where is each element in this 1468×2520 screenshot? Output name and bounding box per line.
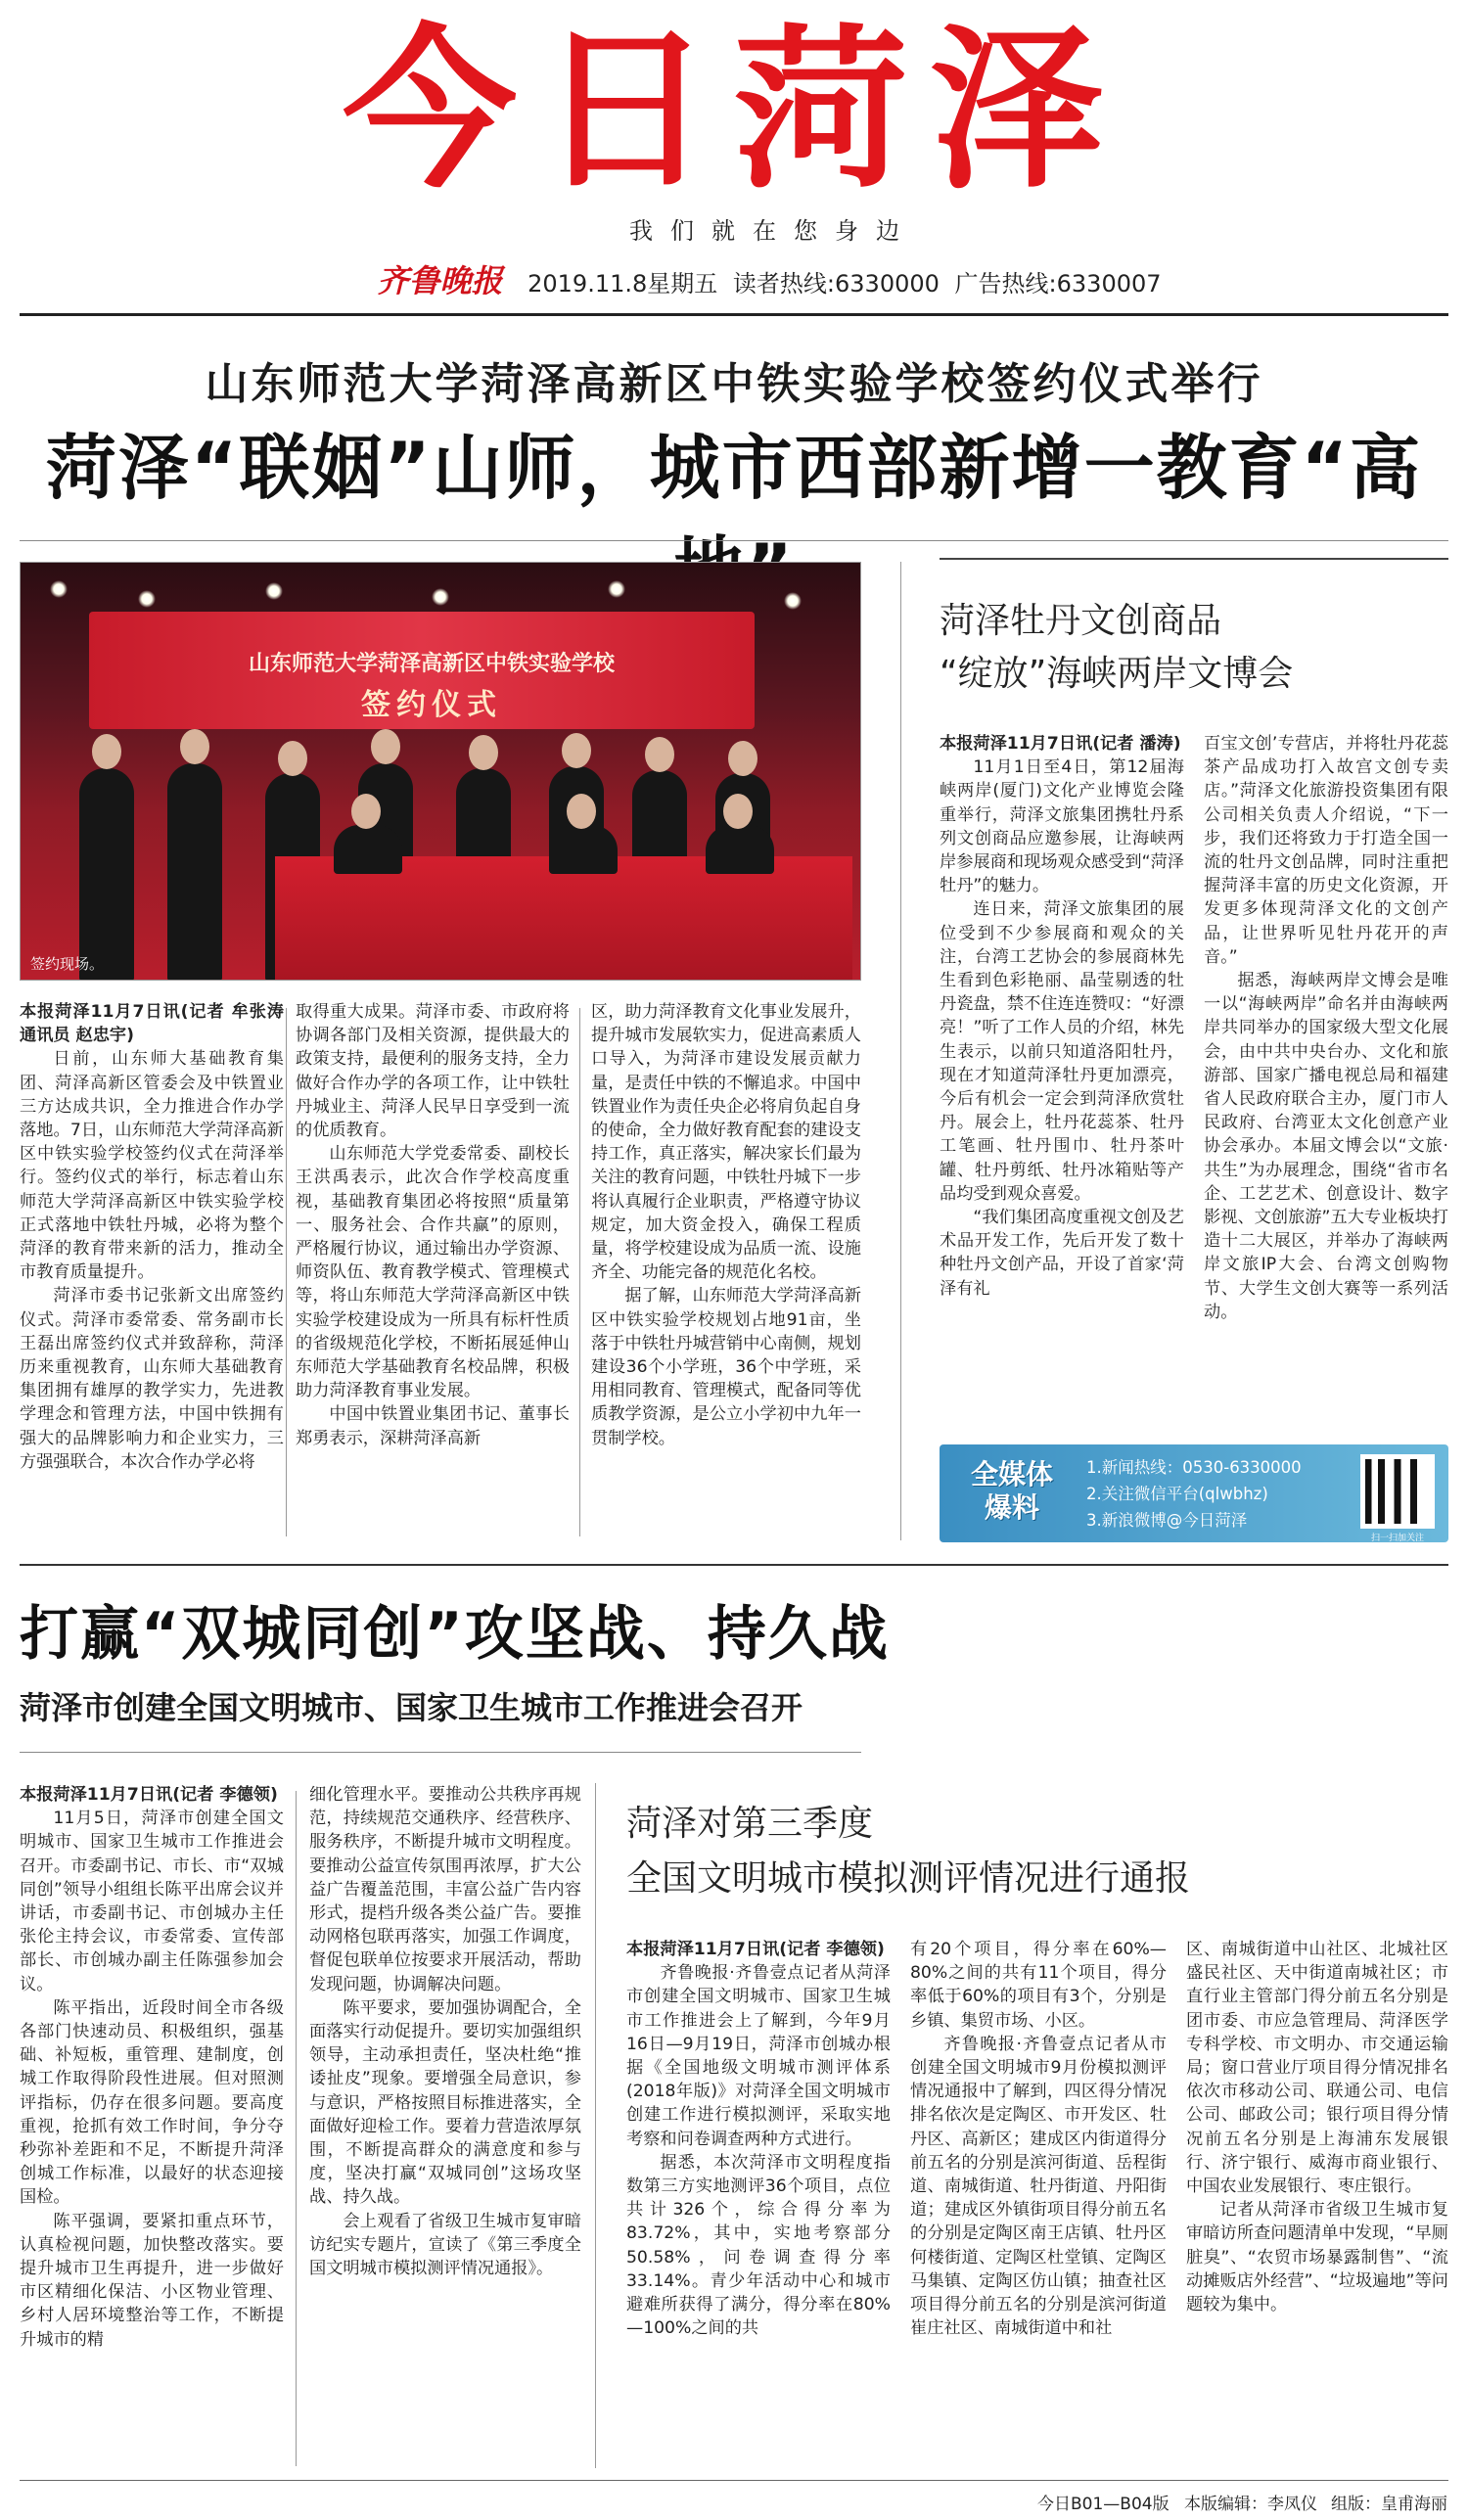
story3-paragraph: 陈平要求，要加强协调配合，全面落实行动促提升。要切实加强组织领导，主动承担责任，坚决杜绝“推诿扯皮”现象。要增强全局意识，参与意识，严格按照目标推进落实，全面做好迎检工作。要着力营造浓厚氛围，不断提高群众的满意度和参与度，坚决打赢“双城同创”这场攻坚战、持久战。 [309,1997,581,2208]
footer [0,2486,1468,2515]
stage-light [432,588,449,606]
signing-ceremony-photo [20,562,861,981]
person-head [92,734,121,769]
photo-banner-subtitle: 签约仪式 [361,688,502,722]
story3-headline: 打赢“双城同创”攻坚战、持久战 [20,1600,890,1669]
seated-signer [549,825,618,874]
story2-column-1 [940,732,1184,1425]
story3-paragraph: 陈平指出，近段时间全市各级各部门快速动员、积极组织，强基础、补短板，重管理、建制度，创城工作取得阶段性进展。但对照测评指标，仍存在很多问题。要高度重视，抢抓有效工作时间，争分夺秒弥补差距和不足，不断提升菏泽创城工作标准，以最好的状态迎接国检。 [20,1997,284,2208]
person-figure [167,763,222,981]
story1-kicker: 山东师范大学菏泽高新区中铁实验学校签约仪式举行 [205,359,1263,409]
footer-rule [20,2480,1448,2481]
story3-paragraph: 会上观看了省级卫生城市复审暗访纪实专题片，宣读了《第三季度全国文明城市模拟测评情况通报》。 [309,2211,581,2279]
story4-paragraph: 有20个项目，得分率在60%—80%之间的共有11个项目，得分率低于60%的项目有3个，分别是乡镇、集贸市场、小区。 [910,1940,1167,2031]
story4-column-3 [1186,1938,1448,2471]
media-badge [951,1458,1073,1529]
editor-credit: 本版编辑：李凤仪 [1184,2495,1317,2514]
media-badge-line: 全媒体 [970,1458,1053,1490]
column-divider [579,1008,580,1536]
person-head [728,741,757,776]
story3-column-1 [20,1783,284,2468]
story3-byline: 本报菏泽11月7日讯(记者 李德领) [20,1785,278,1805]
person-head [723,794,753,829]
masthead-title: 今日菏泽 [343,9,1125,211]
person-head [351,794,381,829]
story3-paragraph: 细化管理水平。要推动公共秩序再规范，持续规范交通秩序、经营秩序、服务秩序，不断提升城市文明程度。要推动公益宣传氛围再浓厚，扩大公益广告覆盖范围，丰富公益广告内容形式，提档升级各类公益广告。要推动网格包联再落实，加强工作调度，督促包联单位按要求开展活动，帮助发现问题，协调解决问题。 [309,1785,581,1994]
story1-paragraph: 日前，山东师大基础教育集团、菏泽高新区管委会及中铁置业三方达成共识，全力推进合作办学落地。7日，山东师范大学菏泽高新区中铁实验学校签约仪式在菏泽举行。签约仪式的举行，标志着山东师范大学菏泽高新区中铁实验学校正式落地中铁牡丹城，必将为整个菏泽的教育带来新的活力，推动全市教育质量提升。 [20,1049,284,1283]
person-head [180,729,209,764]
masthead-slogan: 我们就在您身边 [629,217,917,245]
media-badge-line: 爆料 [984,1491,1039,1524]
story2-paragraph: “我们集团高度重视文创及艺术品开发工作，先后开发了数十种牡丹文创产品，开设了首家‘菏泽有礼 [940,1208,1184,1299]
story4-paragraph: 区、南城街道中山社区、北城社区盛民社区、天中街道南城社区；市直行业主管部门得分前五名分别是团市委、市应急管理局、菏泽医学专科学校、市文明办、市交通运输局；窗口营业厅项目得分情况排名依次市移动公司、联通公司、电信公司、邮政公司；银行项目得分情况前五名分别是上海浦东发展银行、济宁银行、威海市商业银行、中国农业发展银行、枣庄银行。 [1186,1940,1448,2197]
story3-paragraph: 11月5日，菏泽市创建全国文明城市、国家卫生城市工作推进会召开。市委副书记、市长、市“双城同创”领导小组组长陈平出席会议并讲话，市委副书记、市创城办主任张伦主持会议，市委常委、宣传部部长、市创城办副主任陈强参加会议。 [20,1809,284,1994]
media-contact-list [1086,1454,1341,1534]
news-hotline: 1.新闻热线：0530-6330000 [1086,1458,1302,1477]
story1-byline: 本报菏泽11月7日讯(记者 牟张涛 通讯员 赵忠宇) [20,1002,284,1046]
sidebar-divider [900,562,901,1540]
story4-paragraph: 据悉，本次菏泽市文明程度指数第三方实地测评36个项目，点位共计326个，综合得分率为83.72%，其中，实地考察部分50.58%，问卷调查得分率33.14%。青少年活动中心和城市避难所获得了满分，得分率在80%—100%之间的共 [626,2152,891,2339]
story3-paragraph: 陈平强调，要紧扣重点环节，认真检视问题，加快整改落实。要提升城市卫生再提升，进一步做好市区精细化保洁、小区物业管理、乡村人居环境整治等工作，不断提升城市的精 [20,2211,284,2350]
page-range: 今日B01—B04版 [1037,2495,1170,2514]
person-head [371,729,400,764]
person-head [469,735,498,770]
story4-column-1 [626,1938,891,2471]
newspaper-brand-logo: 齐鲁晚报 [377,262,503,299]
story1-paragraph: 山东师范大学党委常委、副校长王洪禹表示，此次合作学校高度重视，基础教育集团必将按照“质量第一、服务社会、合作共赢”的原则，严格履行协议，通过输出办学资源、师资队伍、教育教学模式、管理模式等，将山东师范大学菏泽高新区中铁实验学校建设成为一所具有标杆性质的省级规范化学校，不断拓展延伸山东师范大学基础教育名校品牌，积极助力菏泽教育事业发展。 [296,1144,570,1401]
headline-divider [20,540,1448,541]
masthead [0,0,1468,303]
story1-column-1 [20,1000,284,1536]
story1-paragraph: 中国中铁置业集团书记、董事长郑勇表示，深耕菏泽高新 [296,1404,570,1448]
person-head [562,733,591,768]
weibo-account: 3.新浪微博@今日菏泽 [1086,1511,1248,1530]
story4-paragraph: 记者从菏泽市省级卫生城市复审暗访所查问题清单中发现，“早厕脏臭”、“农贸市场暴露制售”、“流动摊贩店外经营”、“垃圾遍地”等问题较为集中。 [1186,2200,1448,2315]
seated-signer [706,825,774,874]
media-tipline-box [940,1444,1448,1542]
story1-paragraph: 取得重大成果。菏泽市委、市政府将协调各部门及相关资源，提供最大的政策支持，最便利的服务支持，全力做好合作办学的各项工作，让中铁牡丹城业主、菏泽人民早日享受到一流的优质教育。 [296,1002,570,1141]
qr-code-icon [1360,1454,1435,1529]
signing-table [275,856,852,981]
masthead-info [333,256,1214,299]
story1-paragraph: 据了解，山东师范大学菏泽高新区中铁实验学校规划占地91亩，坐落于中铁牡丹城营销中心南侧，规划建设36个小学班，36个中学班，采用相同教育、管理模式，配备同等优质教学资源，是公立小学初中九年一贯制学校。 [591,1286,861,1448]
photo-caption: 签约现场。 [30,955,105,973]
wechat-account: 2.关注微信平台(qlwbhz) [1086,1485,1268,1503]
stage-light [784,592,802,610]
sidebar-top-rule [940,558,1448,560]
story2-byline: 本报菏泽11月7日讯(记者 潘涛) [940,734,1181,754]
person-head [567,794,596,829]
stage-light [50,580,68,598]
story1-paragraph: 菏泽市委书记张新文出席签约仪式。菏泽市委常委、常务副市长王磊出席签约仪式并致辞称，菏泽历来重视教育，山东师大基础教育集团拥有雄厚的教学实力，先进教学理念和管理方法，中国中铁拥有强大的品牌影响力和企业实力，三方强强联合，本次合作办学必将 [20,1286,284,1472]
story4-paragraph: 齐鲁晚报·齐鲁壹点记者从菏泽市创建全国文明城市、国家卫生城市工作推进会上了解到，今年9月16日—9月19日，菏泽市创城办根据《全国地级文明城市测评体系(2018年版)》对菏泽全国文明城市创建工作进行模拟测评，采取实地考察和问卷调查两种方式进行。 [626,1963,891,2149]
ad-hotline: 广告热线:6330007 [954,270,1162,298]
story3-subhead: 菏泽市创建全国文明城市、国家卫生城市工作推进会召开 [20,1689,803,1726]
story2-column-2 [1204,732,1448,1425]
story2-paragraph: 11月1日至4日，第12届海峡两岸(厦门)文化产业博览会隆重举行，菏泽文旅集团携牡丹系列文创商品应邀参展，让海峡两岸参展商和现场观众感受到“菏泽牡丹”的魅力。 [940,757,1184,896]
qr-caption: 扫一扫加关注 [1370,1534,1424,1542]
story2-paragraph: 据悉，海峡两岸文博会是唯一以“海峡两岸”命名并由海峡两岸共同举办的国家级大型文化展会，由中共中央台办、文化和旅游部、国家广播电视总局和福建省人民政府联合主办，厦门市人民政府、台湾亚太文化创意产业协会承办。本届文博会以“文旅·共生”为办展理念，围绕“省市名企、工艺艺术、创意设计、数字影视、文创旅游”五大专业板块打造十二大展区，并举办了海峡两岸文旅IP大会、台湾文创购物节、大学生文创大赛等一系列活动。 [1204,971,1448,1322]
photo-banner: 山东师范大学菏泽高新区中铁实验学校 [248,652,615,676]
stage-light [138,590,156,608]
column-divider [595,1783,596,2468]
column-divider [296,1791,297,2466]
story3-column-2 [309,1783,581,2468]
layout-credit: 组版：皇甫海丽 [1331,2495,1447,2514]
story4-title-line1: 菏泽对第三季度 [626,1804,874,1844]
issue-date: 2019.11.8星期五 [528,270,718,298]
story1-headline: 菏泽“联姻”山师，城市西部新增一教育“高 [46,427,1422,509]
story4-title-line2: 全国文明城市模拟测评情况进行通报 [626,1858,1191,1899]
reader-hotline: 读者热线:6330000 [732,270,940,298]
story4-byline: 本报菏泽11月7日讯(记者 李德领) [626,1940,885,1959]
story2-title-line1: 菏泽牡丹文创商品 [940,601,1222,641]
story2-paragraph: 百宝文创’专营店，并将牡丹花蕊茶产品成功打入故宫文创专卖店。”菏泽文化旅游投资集团有限公司相关负责人介绍说，“下一步，我们还将致力于打造全国一流的牡丹文创品牌，同时注重把握菏泽丰富的历史文化资源，开发更多体现菏泽文化的文创产品，让世界听见牡丹花开的声音。” [1204,734,1448,967]
story3-rule [20,1752,861,1753]
story1-column-2 [296,1000,570,1536]
section-divider [20,1564,1448,1566]
story4-column-2 [910,1938,1167,2471]
story1-column-3 [591,1000,861,1536]
person-figure [79,768,134,981]
story2-paragraph: 连日来，菏泽文旅集团的展位受到不少参展商和观众的关注，台湾工艺协会的参展商林先生看到色彩艳丽、晶莹剔透的牡丹瓷盘，禁不住连连赞叹：“好漂亮！”听了工作人员的介绍，林先生表示，以前只知道洛阳牡丹，现在才知道菏泽牡丹更加漂亮，今后有机会一定会到菏泽欣赏牡丹。展会上，牡丹花蕊茶、牡丹工笔画、牡丹围巾、牡丹茶叶罐、牡丹剪纸、牡丹冰箱贴等产品均受到观众喜爱。 [940,899,1184,1204]
person-head [645,737,674,772]
masthead-divider [20,313,1448,316]
column-divider [286,1008,287,1536]
stage-light [265,582,283,600]
story1-paragraph: 区，助力菏泽教育文化事业发展升，提升城市发展软实力，促进高素质人口导入，为菏泽市建设发展贡献力量，是责任中铁的不懈追求。中国中铁置业作为责任央企必将肩负起自身的使命，全力做好教育配套的建设支持工作，真正落实，解决家长们最为关注的教育问题，中铁牡丹城下一步将认真履行企业职责，严格遵守协议规定，加大资金投入，确保工程质量，将学校建设成为品质一流、设施齐全、功能完备的规范化名校。 [591,1002,861,1283]
seated-signer [334,825,402,874]
story2-title-line2: “绽放”海峡两岸文博会 [940,654,1294,694]
story4-paragraph: 齐鲁晚报·齐鲁壹点记者从市创建全国文明城市9月份模拟测评情况通报中了解到，四区得分情况排名依次是定陶区、市开发区、牡丹区、高新区；建成区内街道得分前五名的分别是滨河街道、岳程街道、南城街道、牡丹街道、丹阳街道；建成区外镇街项目得分前五名的分别是定陶区南王店镇、牡丹区何楼街道、定陶区杜堂镇、定陶区马集镇、定陶区仿山镇；抽查社区项目得分前五名的分别是滨河街道崔庄社区、南城街道中和社 [910,2034,1167,2339]
person-head [278,741,307,776]
stage-light [608,580,625,598]
